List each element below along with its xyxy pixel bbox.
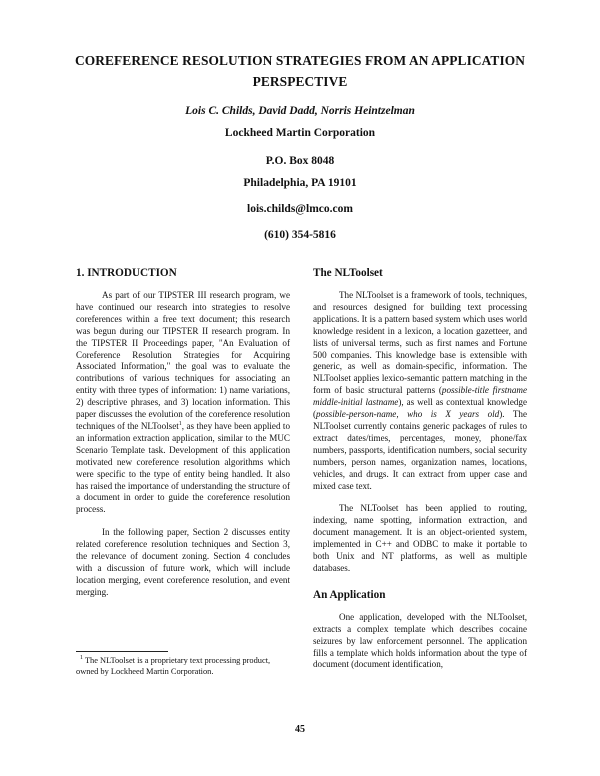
author-phone: (610) 354-5816	[264, 229, 336, 241]
author-address-line-2: Philadelphia, PA 19101	[243, 177, 357, 189]
nltoolset-paragraph-1-text-b: ), as well as contextual knowledge (	[313, 397, 527, 420]
section-heading-application: An Application	[313, 588, 386, 601]
intro-paragraph-2: In the following paper, Section 2 discusses entity related coreference resolution techniques and Section 3, the relevance of document zoning. Section 4 concludes with a discussion of future work, which will include location merging, event coreference resolution, and event merging.	[76, 527, 290, 597]
nltoolset-paragraph-1-text-a: The NLToolset is a framework of tools, techniques, and resources designed for building text processing applications. It is a pattern based system which uses world knowledge resident in a lexicon, a location gazetteer, and lists of universal terms, such as first names and Fortune 500 companies. This knowledge base is extensible with generic, as well as domain-specific, information. The NLToolset applies lexico-semantic pattern matching in the form of basic structural patterns (	[313, 290, 527, 396]
author-email: lois.childs@lmco.com	[247, 203, 353, 215]
intro-paragraph-1-text-b: , as they have been applied to an information extraction application, similar to the MUC Scenario Template task. Development of this application motivated new coreference resolution algorithms which were specific to the type of entity being handled. It also has raised the importance of understanding the structure of a document in order to guide the coreference resolution process.	[76, 420, 290, 515]
left-column	[76, 266, 290, 610]
nltoolset-pattern-example-2: possible-person-name, who is X years old	[316, 409, 500, 420]
right-column	[313, 266, 527, 682]
author-address-line-1: P.O. Box 8048	[265, 155, 335, 167]
paper-title	[40, 50, 560, 92]
application-paragraph-1: One application, developed with the NLToolset, extracts a complex template which describes cocaine seizures by law enforcement personnel. The application fills a template which holds information about the type of document (document identification,	[313, 611, 527, 670]
footnote-number: 1	[80, 655, 83, 662]
nltoolset-paragraph-1	[313, 290, 527, 492]
author-block	[40, 100, 560, 246]
footnote-divider	[76, 651, 168, 652]
section-heading-nltoolset: The NLToolset	[313, 267, 383, 279]
author-names: Lois C. Childs, David Dadd, Norris Heintzelman	[185, 105, 415, 117]
page-number: 45	[295, 724, 305, 735]
nltoolset-paragraph-1-text-c: ). The NLToolset currently contains generic packages of rules to extract dates/times, percentages, money, phone/fax numbers, passports, identification numbers, social security numbers, person names, organization names, locations, vehicles, and drugs. It can extract from upper case and mixed case text.	[313, 409, 527, 491]
nltoolset-pattern-example-1: possible-title firstname middle-initial lastname	[313, 385, 527, 408]
footnote-text: The NLToolset is a proprietary text processing product, owned by Lockheed Martin Corporation.	[76, 656, 271, 676]
intro-paragraph-1-text-a: As part of our TIPSTER III research program, we have continued our research into strategies to resolve coreferences within a free text document; this research was begun during our TIPSTER II research program. In the TIPSTER II Proceedings paper, "An Evaluation of Coreference Resolution Strategies for Acquiring Associated Information," the goal was to evaluate the contributions of various techniques for associating an entity with three types of information: 1) name variations, 2) descriptive phrases, and 3) location information. This paper discusses the evolution of the coreference resolution techniques of the NLToolset	[76, 290, 290, 431]
section-heading-introduction: 1. INTRODUCTION	[76, 267, 177, 279]
author-organization: Lockheed Martin Corporation	[224, 127, 376, 139]
footnote-marker: 1	[178, 420, 182, 427]
nltoolset-paragraph-2: The NLToolset has been applied to routing, indexing, name spotting, information extraction, and document management. It is an object-oriented system, implemented in C++ and ODBC to make it portable to both Unix and NT platforms, as well as multiple databases.	[313, 503, 527, 573]
footnote	[76, 655, 286, 677]
intro-paragraph-1	[76, 290, 290, 516]
title-line-1: COREFERENCE RESOLUTION STRATEGIES FROM AN APPLICATION	[74, 53, 526, 68]
title-line-2: PERSPECTIVE	[252, 74, 348, 89]
